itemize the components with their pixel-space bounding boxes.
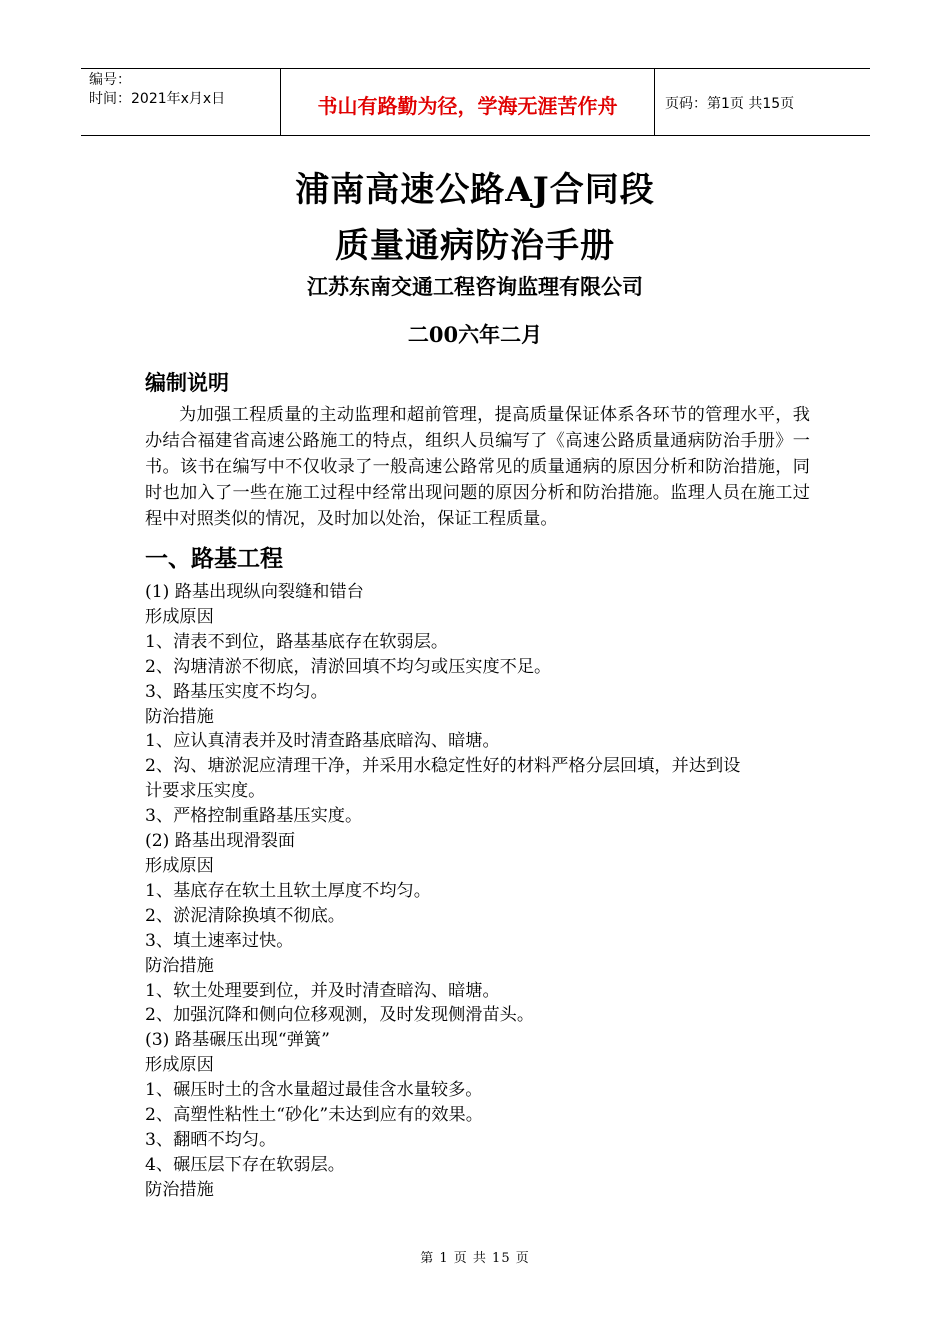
body-line: 2、淤泥清除换填不彻底。 <box>145 905 345 926</box>
document-date: 时间：2021年x月x日 <box>89 91 226 107</box>
preface-heading: 编制说明 <box>145 371 229 395</box>
body-line: 1、软土处理要到位，并及时清查暗沟、暗塘。 <box>145 980 500 1001</box>
body-line: 1、应认真清表并及时清查路基底暗沟、暗塘。 <box>145 731 500 752</box>
document-title-line1: 浦南高速公路AJ合同段 <box>295 170 655 210</box>
body-line: 2、沟塘清淤不彻底，清淤回填不均匀或压实度不足。 <box>145 656 552 677</box>
body-line: 2、高塑性粘性土“砂化”未达到应有的效果。 <box>145 1105 483 1126</box>
document-body <box>145 368 810 1203</box>
section-subgrade-content <box>145 580 810 1203</box>
document-title-line2: 质量通病防治手册 <box>335 226 615 266</box>
header-meta <box>81 69 281 135</box>
body-line: 1、清表不到位，路基基底存在软弱层。 <box>145 631 449 652</box>
body-line: 4、碾压层下存在软弱层。 <box>145 1154 345 1175</box>
page-footer: 第 1 页 共 15 页 <box>420 1251 530 1266</box>
body-line: 3、填土速率过快。 <box>145 930 294 951</box>
document-date-cn: 二00六年二月 <box>407 322 543 347</box>
body-line: 1、基底存在软土且软土厚度不均匀。 <box>145 880 431 901</box>
body-line: 形成原因 <box>145 855 214 876</box>
body-line: 2、沟、塘淤泥应清理干净，并采用水稳定性好的材料严格分层回填，并达到设 <box>145 756 741 777</box>
preface-paragraph: 为加强工程质量的主动监理和超前管理，提高质量保证体系各环节的管理水平，我办结合福建省高速公路施工的特点，组织人员编写了《高速公路质量通病防治手册》一书。该书在编写中不仅收录了一般高速公路常见的质量通病的原因分析和防治措施，同时也加入了一些在施工过程中经常出现问题的原因分析和防治措施。监理人员在施工过程中对照类似的情况，及时加以处治，保证工程质量。 <box>145 405 810 529</box>
page-header <box>81 68 870 136</box>
section-heading-subgrade: 一、路基工程 <box>145 546 283 572</box>
body-line: 3、路基压实度不均匀。 <box>145 681 328 702</box>
header-page-info: 页码：第1页 共15页 <box>665 96 795 112</box>
body-line: 防治措施 <box>145 706 214 727</box>
body-line: 3、翻晒不均匀。 <box>145 1129 277 1150</box>
body-line: (2) 路基出现滑裂面 <box>145 831 296 852</box>
body-line: 防治措施 <box>145 1179 214 1200</box>
body-line: 形成原因 <box>145 1055 214 1076</box>
body-line: (1) 路基出现纵向裂缝和错台 <box>145 582 364 602</box>
body-line: (3) 路基碾压出现“弹簧” <box>145 1030 330 1051</box>
body-line: 形成原因 <box>145 606 214 627</box>
body-line: 计要求压实度。 <box>145 781 266 802</box>
company-name: 江苏东南交通工程咨询监理有限公司 <box>307 274 643 299</box>
body-line: 1、碾压时土的含水量超过最佳含水量较多。 <box>145 1080 483 1101</box>
document-number-label: 编号： <box>89 72 131 88</box>
body-line: 2、加强沉降和侧向位移观测，及时发现侧滑苗头。 <box>145 1005 535 1026</box>
header-motto: 书山有路勤为径，学海无涯苦作舟 <box>281 69 655 135</box>
body-line: 3、严格控制重路基压实度。 <box>145 806 363 827</box>
body-line: 防治措施 <box>145 955 214 976</box>
